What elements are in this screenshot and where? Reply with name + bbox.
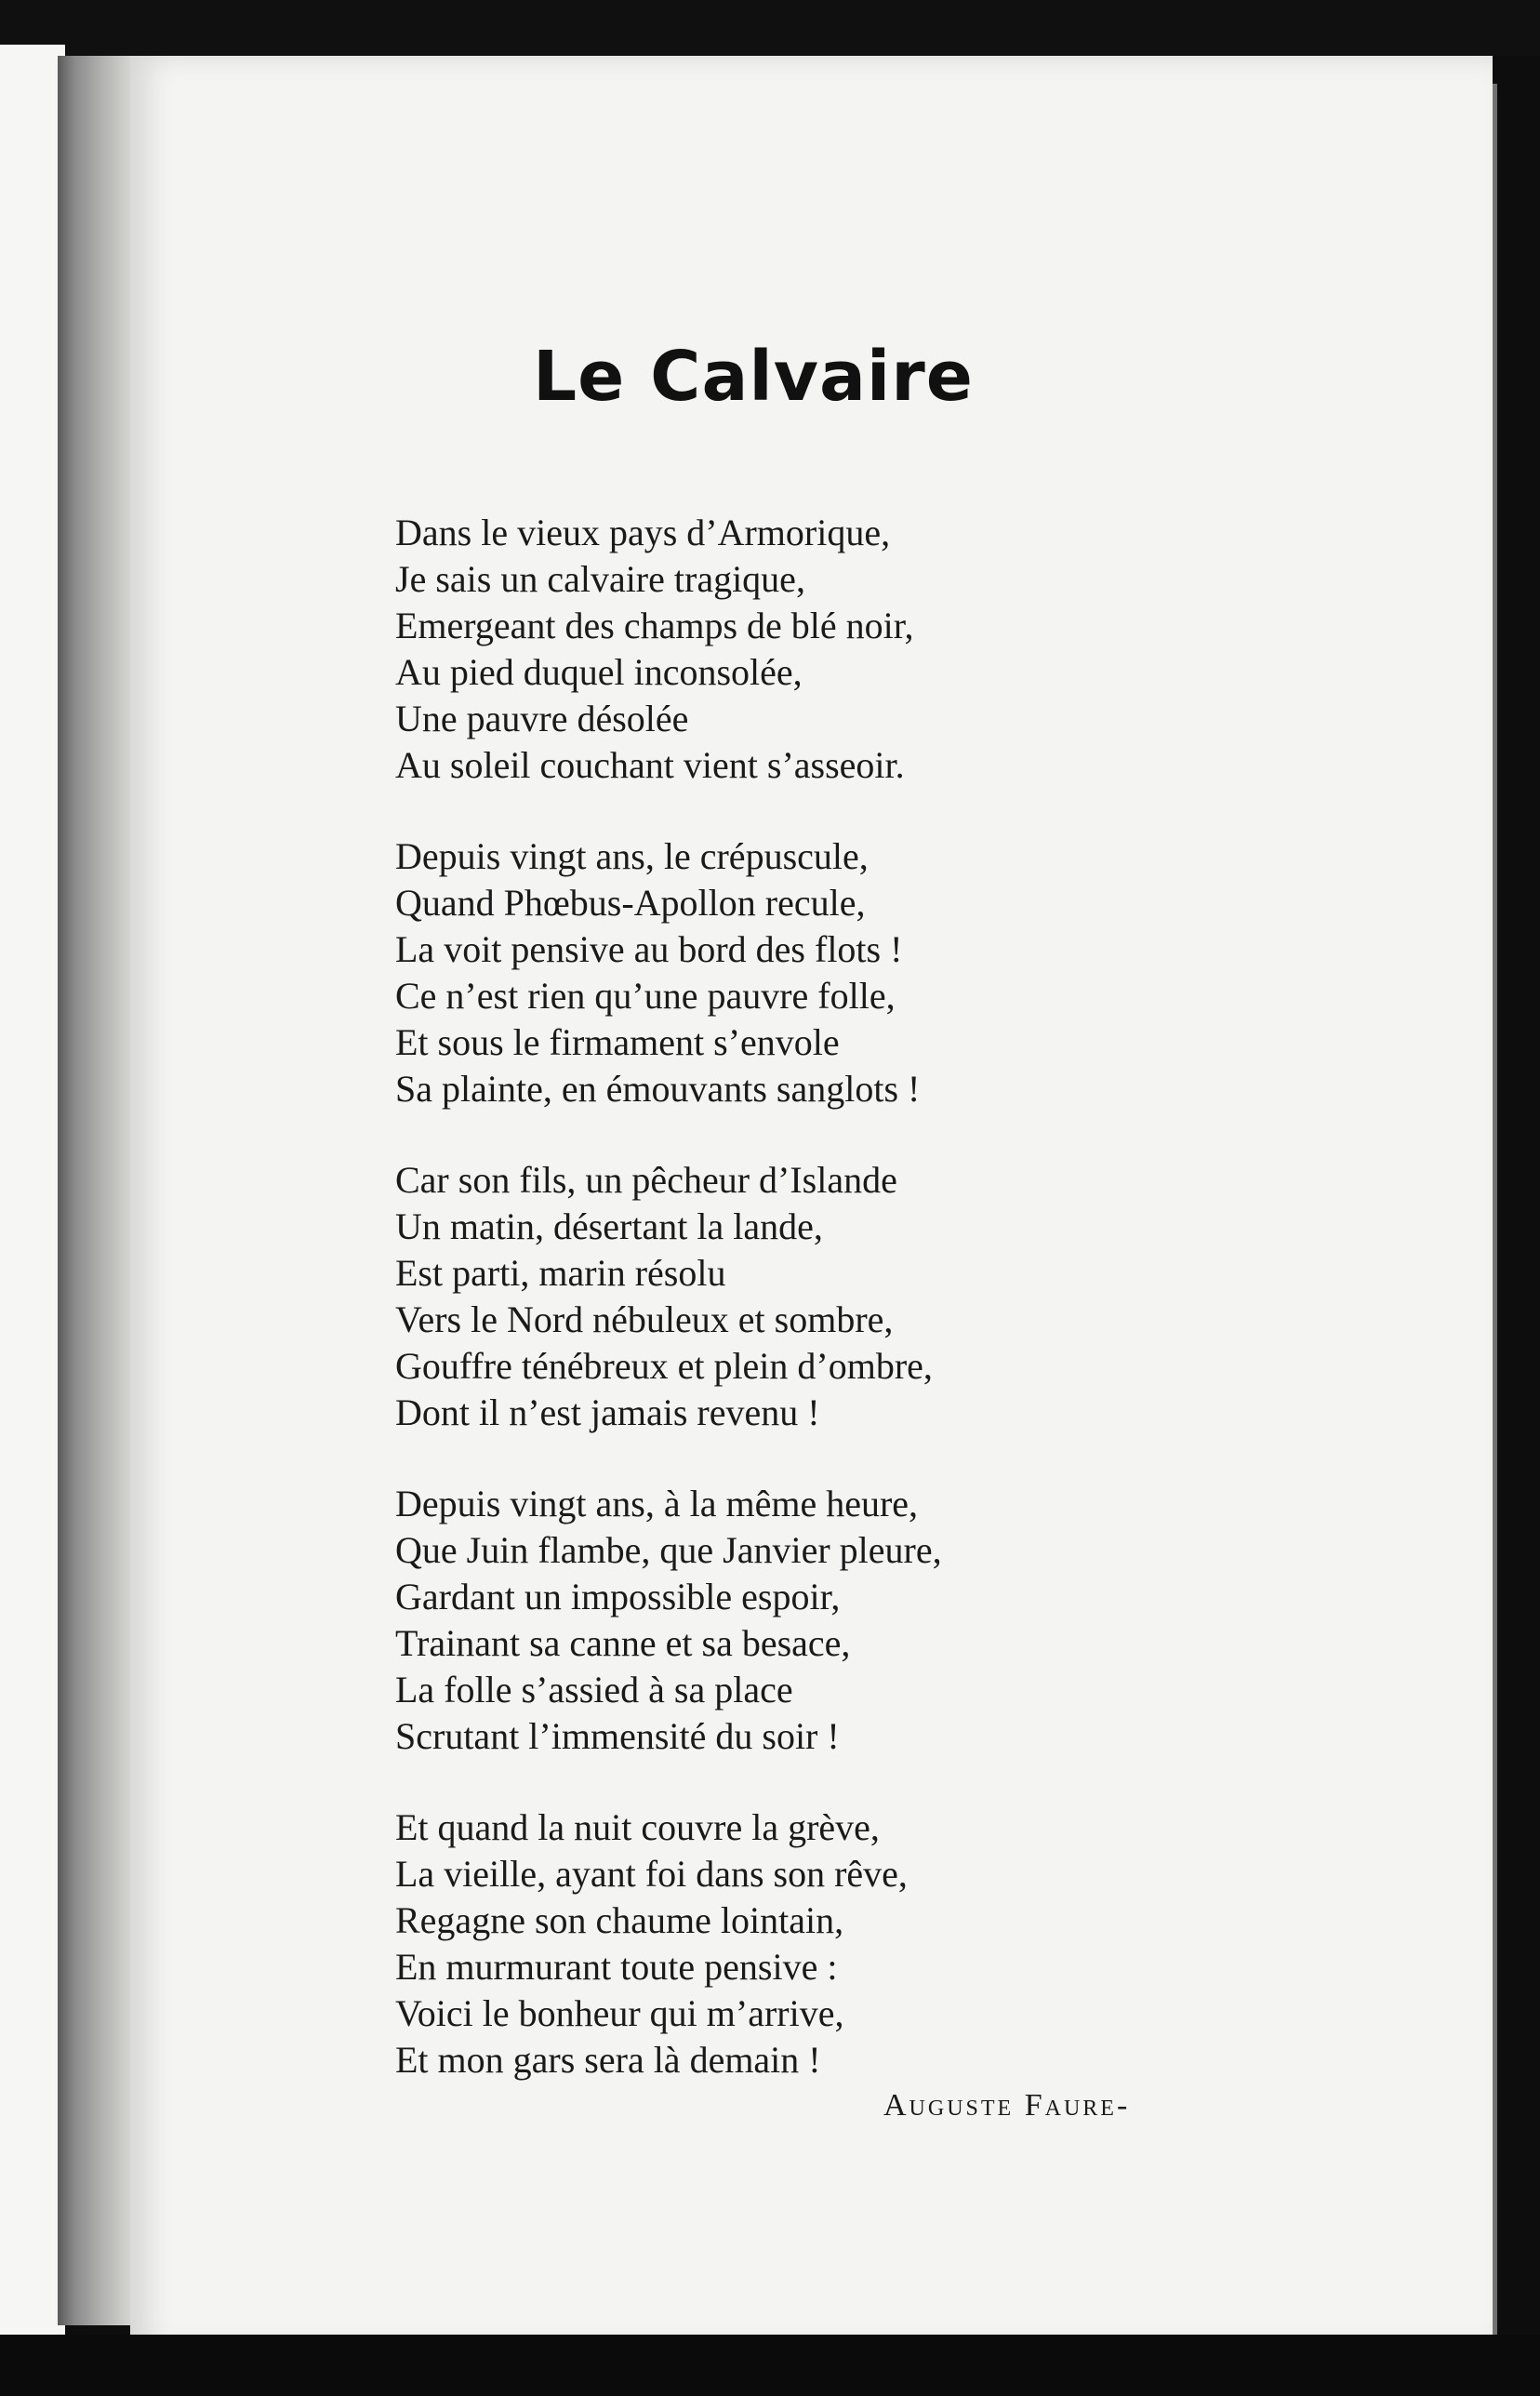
verse-line: Depuis vingt ans, le crépuscule,: [395, 835, 869, 877]
verse-line: Sa plainte, en émouvants sanglots !: [395, 1068, 921, 1110]
stanza: [395, 1157, 1232, 1436]
verse-line: Et quand la nuit couvre la grève,: [395, 1806, 880, 1848]
verse-line: Est parti, marin résolu: [395, 1252, 726, 1294]
verse-line: Et sous le firmament s’envole: [395, 1021, 840, 1063]
verse-line: Une pauvre désolée: [395, 698, 689, 739]
verse-line: Trainant sa canne et sa besace,: [395, 1622, 851, 1664]
verse-line: Regagne son chaume lointain,: [395, 1899, 844, 1941]
verse-line: En murmurant toute pensive :: [395, 1946, 838, 1988]
verse-line: Gardant un impossible espoir,: [395, 1576, 841, 1617]
facing-page-edge: [0, 45, 65, 2342]
verse-line: Et mon gars sera là demain !: [395, 2039, 821, 2081]
verse-line: Au soleil couchant vient s’asseoir.: [395, 744, 905, 786]
stanza: [395, 833, 1232, 1112]
verse-line: Gouffre ténébreux et plein d’ombre,: [395, 1345, 933, 1387]
stanza: [395, 510, 1232, 789]
scan-border-top: [0, 0, 1540, 56]
verse-line: Dans le vieux pays d’Armorique,: [395, 512, 891, 553]
verse-line: Emergeant des champs de blé noir,: [395, 605, 914, 646]
verse-line: Car son fils, un pêcheur d’Islande: [395, 1159, 897, 1201]
scan-border-bottom: [0, 2335, 1540, 2396]
verse-line: Depuis vingt ans, à la même heure,: [395, 1483, 919, 1524]
verse-line: Dont il n’est jamais revenu !: [395, 1391, 820, 1433]
verse-line: Que Juin flambe, que Janvier pleure,: [395, 1529, 942, 1571]
verse-line: Vers le Nord nébuleux et sombre,: [395, 1298, 894, 1340]
verse-line: Scrutant l’immensité du soir !: [395, 1715, 840, 1757]
stanza: [395, 1804, 1232, 2083]
poem-title: Le Calvaire: [533, 337, 974, 417]
verse-line: Au pied duquel inconsolée,: [395, 651, 803, 693]
verse-line: La folle s’assied à sa place: [395, 1669, 793, 1710]
book-page: [130, 56, 1493, 2349]
verse-line: Un matin, désertant la lande,: [395, 1205, 823, 1247]
book-gutter: [58, 56, 141, 2325]
poem-body: [395, 510, 1232, 2128]
verse-line: La voit pensive au bord des flots !: [395, 928, 903, 970]
verse-line: Voici le bonheur qui m’arrive,: [395, 1992, 844, 2034]
verse-line: Je sais un calvaire tragique,: [395, 558, 805, 600]
author-signature: Auguste Faure-: [883, 2088, 1131, 2123]
stanza: [395, 1481, 1232, 1760]
verse-line: Ce n’est rien qu’une pauvre folle,: [395, 975, 896, 1017]
verse-line: Quand Phœbus-Apollon recule,: [395, 882, 866, 924]
verse-line: La vieille, ayant foi dans son rêve,: [395, 1853, 908, 1895]
